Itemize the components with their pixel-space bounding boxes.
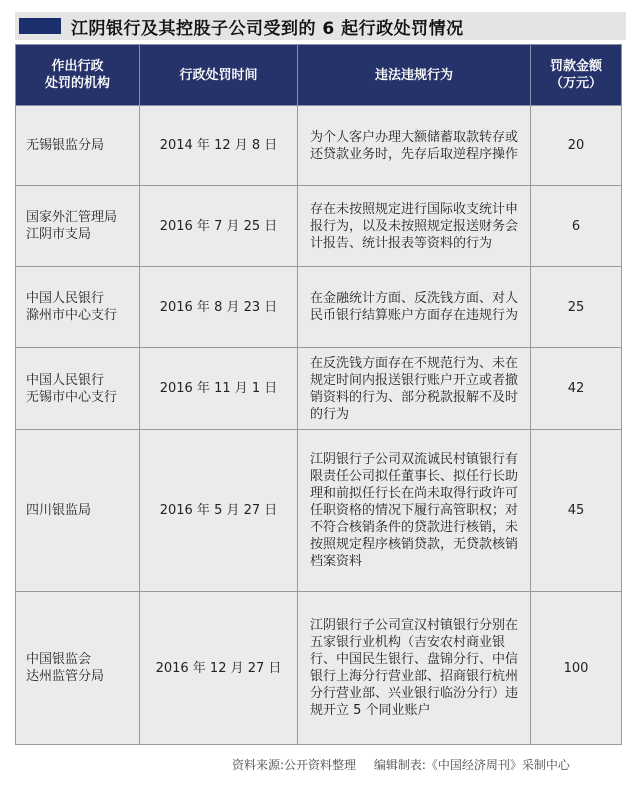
row-org-line1: 国家外汇管理局 (26, 210, 118, 225)
row-org (16, 430, 140, 592)
row-org (16, 186, 140, 267)
row-org-line1: 无锡银监分局 (26, 138, 105, 153)
row-date: 2016 年 12 月 27 日 (140, 592, 298, 745)
table-row (16, 592, 622, 745)
header-date: 行政处罚时间 (140, 45, 298, 106)
header-org-line1: 作出行政 (51, 59, 104, 74)
row-fine: 100 (531, 592, 622, 745)
row-act: 江阴银行子公司双流诚民村镇银行有限责任公司拟任董事长、拟任行长助理和前拟任行长在尚未取得行政许可任职资格的情况下履行高管职权；对不符合核销条件的贷款进行核销，未按照规定程序核销贷款，无贷款核销档案资料 (298, 430, 531, 592)
row-fine: 20 (531, 106, 622, 186)
row-act: 在反洗钱方面存在不规范行为、未在规定时间内报送银行账户开立或者撤销资料的行为、部分税款报解不及时的行为 (298, 348, 531, 430)
footer-credit: 编辑制表:《中国经济周刊》采制中心 (373, 758, 570, 772)
table-row (16, 106, 622, 186)
penalty-table (15, 44, 622, 745)
row-date: 2016 年 5 月 27 日 (140, 430, 298, 592)
table-row (16, 430, 622, 592)
row-org-line2: 滁州市中心支行 (26, 308, 118, 323)
row-org-line2: 无锡市中心支行 (26, 389, 118, 405)
table-row (16, 267, 622, 348)
row-act: 存在未按照规定进行国际收支统计申报行为，以及未按照规定报送财务会计报告、统计报表等资料的行为 (298, 186, 531, 267)
footer (232, 756, 622, 773)
row-date: 2014 年 12 月 8 日 (140, 106, 298, 186)
row-date: 2016 年 7 月 25 日 (140, 186, 298, 267)
row-org-line1: 中国银监会 (26, 652, 92, 667)
row-org-line1: 四川银监局 (26, 503, 92, 518)
header-fine-line2: （万元） (549, 76, 602, 91)
row-fine: 42 (531, 348, 622, 430)
row-fine: 45 (531, 430, 622, 592)
footer-source: 资料来源:公开资料整理 (232, 758, 357, 772)
header-org-line2: 处罚的机构 (44, 76, 110, 91)
row-fine: 25 (531, 267, 622, 348)
row-act: 江阴银行子公司宣汉村镇银行分别在五家银行业机构（吉安农村商业银行、中国民生银行、盘锦分行、中信银行上海分行营业部、招商银行杭州分行营业部、兴业银行临汾分行）违规开立 5 个同业账户 (298, 592, 531, 745)
row-org-line1: 中国人民银行 (26, 291, 105, 306)
header-fine (531, 45, 622, 106)
header-fine-line1: 罚款金额 (549, 59, 602, 74)
row-org (16, 348, 140, 430)
row-org-line2: 达州监管分局 (26, 669, 105, 684)
row-date: 2016 年 8 月 23 日 (140, 267, 298, 348)
row-fine: 6 (531, 186, 622, 267)
header-act: 违法违规行为 (298, 45, 531, 106)
row-org-line2: 江阴市支局 (26, 227, 92, 242)
page-title: 江阴银行及其控股子公司受到的 6 起行政处罚情况 (71, 18, 464, 39)
title-bar (15, 12, 626, 40)
header-org (16, 45, 140, 106)
row-org-line1: 中国人民银行 (26, 372, 105, 388)
row-date: 2016 年 11 月 1 日 (140, 348, 298, 430)
title-accent-bar (19, 18, 61, 34)
table-row (16, 348, 622, 430)
row-act: 为个人客户办理大额储蓄取款转存或还贷款业务时，先存后取逆程序操作 (298, 106, 531, 186)
row-org (16, 106, 140, 186)
table-row (16, 186, 622, 267)
table-header-row (16, 45, 622, 106)
row-org (16, 267, 140, 348)
row-act: 在金融统计方面、反洗钱方面、对人民币银行结算账户方面存在违规行为 (298, 267, 531, 348)
row-org (16, 592, 140, 745)
